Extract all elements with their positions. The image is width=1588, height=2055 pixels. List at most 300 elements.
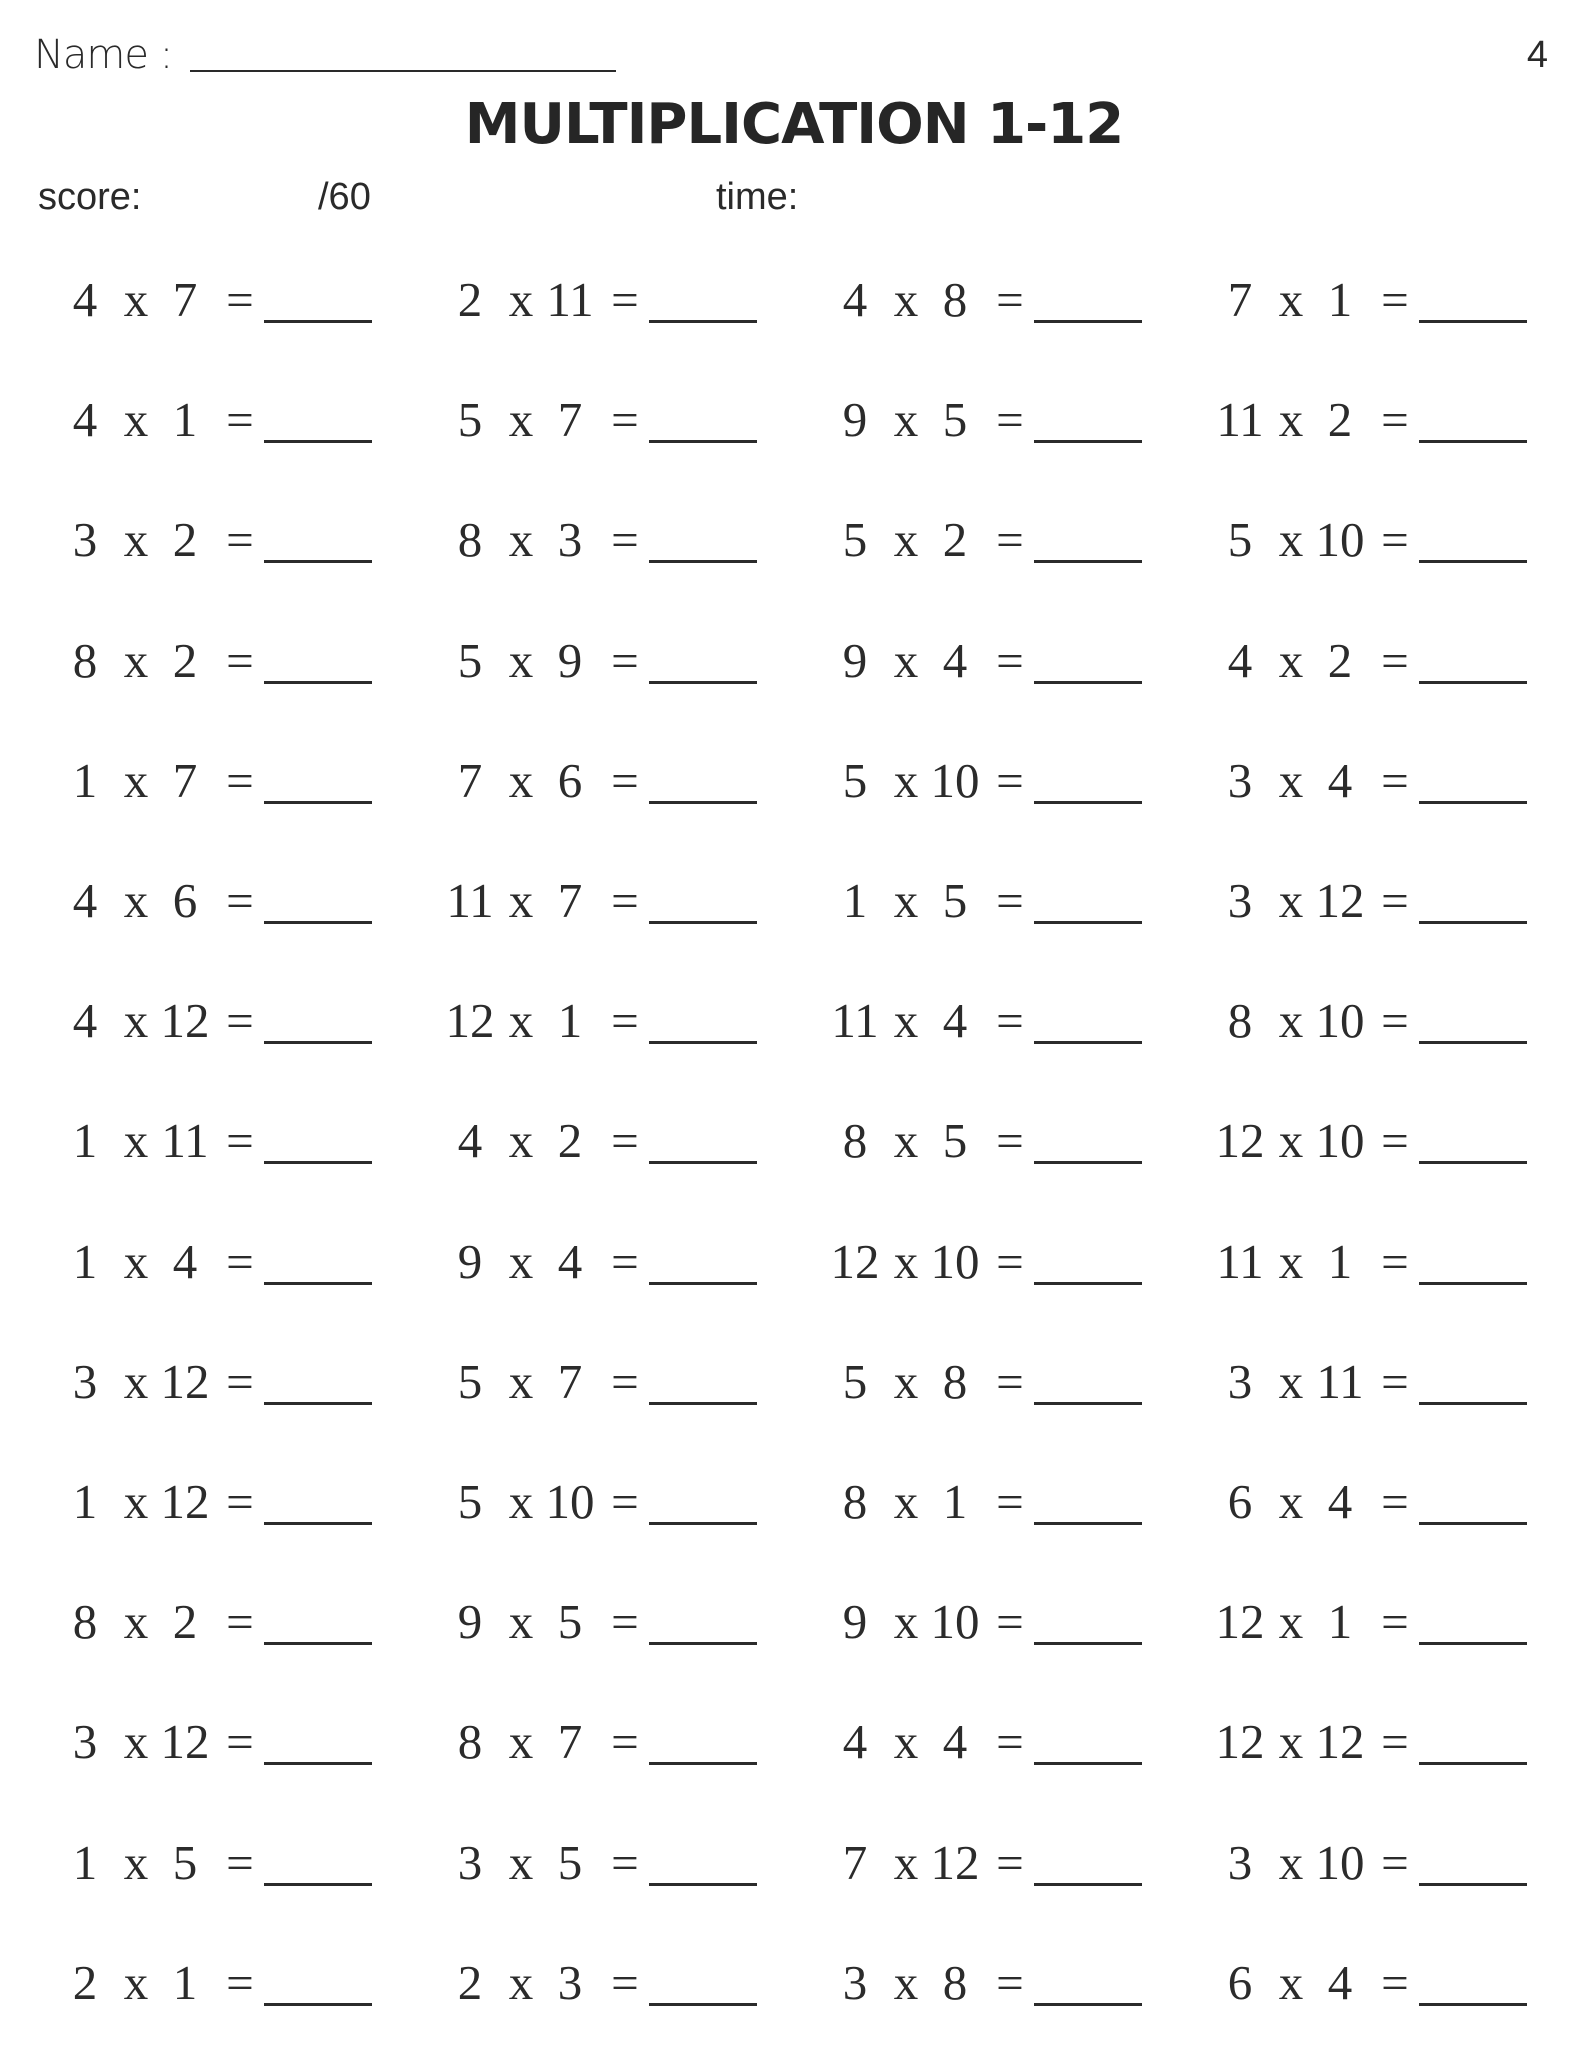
factor-1: 1 [842, 873, 868, 928]
times-sign: x [123, 1113, 149, 1168]
factor-1: 8 [842, 1113, 868, 1168]
factor-2: 1 [1327, 1594, 1353, 1649]
factor-2: 10 [1315, 1113, 1365, 1168]
multiplication-problem [1211, 270, 1588, 330]
answer-blank[interactable] [1419, 2003, 1527, 2006]
equals-sign: = [226, 1955, 254, 2010]
factor-1: 1 [72, 1234, 98, 1289]
multiplication-problem [1211, 1352, 1588, 1412]
factor-1: 3 [842, 1955, 868, 2010]
multiplication-problem [441, 751, 831, 811]
factor-1: 2 [457, 1955, 483, 2010]
multiplication-problem [441, 1712, 831, 1772]
answer-blank[interactable] [1419, 1161, 1527, 1164]
answer-blank[interactable] [1034, 681, 1142, 684]
times-sign: x [123, 272, 149, 327]
times-sign: x [508, 1113, 534, 1168]
equals-sign: = [611, 753, 639, 808]
answer-blank[interactable] [1034, 1041, 1142, 1044]
equals-sign: = [226, 1113, 254, 1168]
equals-sign: = [996, 512, 1024, 567]
multiplication-problem [826, 270, 1216, 330]
multiplication-problem [441, 1111, 831, 1171]
answer-blank[interactable] [649, 801, 757, 804]
multiplication-problem [56, 1472, 446, 1532]
factor-1: 7 [842, 1835, 868, 1890]
factor-1: 11 [831, 993, 879, 1048]
equals-sign: = [226, 392, 254, 447]
times-sign: x [508, 392, 534, 447]
factor-1: 8 [72, 1594, 98, 1649]
answer-blank[interactable] [264, 1041, 372, 1044]
factor-1: 4 [842, 1714, 868, 1769]
factor-2: 12 [160, 993, 210, 1048]
answer-blank[interactable] [1419, 1402, 1527, 1405]
multiplication-problem [826, 390, 1216, 450]
factor-1: 3 [72, 1354, 98, 1409]
factor-2: 11 [161, 1113, 209, 1168]
equals-sign: = [996, 1835, 1024, 1890]
times-sign: x [123, 1594, 149, 1649]
equals-sign: = [996, 1714, 1024, 1769]
times-sign: x [508, 272, 534, 327]
multiplication-problem [1211, 1232, 1588, 1292]
factor-2: 2 [557, 1113, 583, 1168]
equals-sign: = [1381, 1474, 1409, 1529]
equals-sign: = [611, 633, 639, 688]
factor-1: 6 [1227, 1955, 1253, 2010]
times-sign: x [123, 633, 149, 688]
multiplication-problem [826, 510, 1216, 570]
factor-1: 12 [830, 1234, 880, 1289]
equals-sign: = [1381, 392, 1409, 447]
factor-2: 6 [557, 753, 583, 808]
factor-1: 3 [1227, 873, 1253, 928]
answer-blank[interactable] [1419, 801, 1527, 804]
times-sign: x [893, 633, 919, 688]
times-sign: x [893, 1354, 919, 1409]
times-sign: x [893, 1234, 919, 1289]
score-label: score: [38, 176, 142, 218]
multiplication-problem [56, 510, 446, 570]
multiplication-problem [826, 1111, 1216, 1171]
factor-2: 7 [557, 392, 583, 447]
multiplication-problem [441, 1232, 831, 1292]
times-sign: x [893, 1474, 919, 1529]
factor-1: 5 [842, 1354, 868, 1409]
factor-2: 10 [930, 753, 980, 808]
factor-2: 3 [557, 512, 583, 567]
equals-sign: = [1381, 1955, 1409, 2010]
factor-1: 4 [72, 272, 98, 327]
answer-blank[interactable] [1034, 1642, 1142, 1645]
answer-blank[interactable] [649, 1642, 757, 1645]
answer-blank[interactable] [1034, 560, 1142, 563]
equals-sign: = [611, 1955, 639, 2010]
answer-blank[interactable] [649, 681, 757, 684]
times-sign: x [508, 1354, 534, 1409]
times-sign: x [123, 873, 149, 928]
answer-blank[interactable] [264, 560, 372, 563]
answer-blank[interactable] [1419, 921, 1527, 924]
factor-1: 5 [457, 1354, 483, 1409]
equals-sign: = [226, 272, 254, 327]
answer-blank[interactable] [1034, 1522, 1142, 1525]
answer-blank[interactable] [1034, 1883, 1142, 1886]
factor-2: 7 [557, 1354, 583, 1409]
factor-2: 2 [172, 633, 198, 688]
factor-1: 5 [842, 753, 868, 808]
equals-sign: = [1381, 753, 1409, 808]
equals-sign: = [996, 1234, 1024, 1289]
times-sign: x [123, 1354, 149, 1409]
factor-1: 4 [842, 272, 868, 327]
times-sign: x [893, 392, 919, 447]
equals-sign: = [996, 1594, 1024, 1649]
times-sign: x [1278, 993, 1304, 1048]
times-sign: x [893, 1714, 919, 1769]
answer-blank[interactable] [1034, 1762, 1142, 1765]
equals-sign: = [611, 1835, 639, 1890]
equals-sign: = [996, 1955, 1024, 2010]
multiplication-problem [441, 390, 831, 450]
factor-2: 10 [930, 1234, 980, 1289]
times-sign: x [123, 1474, 149, 1529]
answer-blank[interactable] [649, 1161, 757, 1164]
factor-1: 5 [457, 633, 483, 688]
times-sign: x [1278, 1354, 1304, 1409]
equals-sign: = [611, 1474, 639, 1529]
times-sign: x [893, 272, 919, 327]
factor-2: 9 [557, 633, 583, 688]
factor-1: 8 [1227, 993, 1253, 1048]
times-sign: x [1278, 873, 1304, 928]
answer-blank[interactable] [264, 1522, 372, 1525]
multiplication-problem [1211, 510, 1588, 570]
equals-sign: = [996, 1354, 1024, 1409]
multiplication-problem [441, 1352, 831, 1412]
answer-blank[interactable] [264, 2003, 372, 2006]
equals-sign: = [611, 272, 639, 327]
answer-blank[interactable] [649, 1522, 757, 1525]
factor-2: 7 [557, 1714, 583, 1769]
factor-1: 4 [72, 873, 98, 928]
factor-2: 12 [160, 1714, 210, 1769]
equals-sign: = [611, 1354, 639, 1409]
multiplication-problem [56, 751, 446, 811]
times-sign: x [508, 873, 534, 928]
times-sign: x [123, 1234, 149, 1289]
answer-blank[interactable] [1034, 801, 1142, 804]
factor-1: 4 [457, 1113, 483, 1168]
multiplication-problem [56, 1111, 446, 1171]
multiplication-problem [441, 1833, 831, 1893]
factor-1: 3 [1227, 1354, 1253, 1409]
answer-blank[interactable] [1034, 440, 1142, 443]
factor-2: 12 [160, 1354, 210, 1409]
factor-2: 11 [546, 272, 594, 327]
factor-2: 8 [942, 272, 968, 327]
factor-2: 10 [1315, 993, 1365, 1048]
equals-sign: = [226, 1835, 254, 1890]
factor-2: 12 [160, 1474, 210, 1529]
answer-blank[interactable] [1034, 1282, 1142, 1285]
multiplication-problem [56, 871, 446, 931]
factor-2: 1 [942, 1474, 968, 1529]
equals-sign: = [226, 1234, 254, 1289]
factor-1: 8 [72, 633, 98, 688]
answer-blank[interactable] [264, 681, 372, 684]
equals-sign: = [226, 633, 254, 688]
equals-sign: = [1381, 1354, 1409, 1409]
multiplication-problem [56, 1232, 446, 1292]
times-sign: x [893, 1835, 919, 1890]
factor-2: 12 [1315, 873, 1365, 928]
factor-1: 11 [446, 873, 494, 928]
factor-2: 2 [172, 512, 198, 567]
answer-blank[interactable] [1419, 1041, 1527, 1044]
answer-blank[interactable] [264, 1282, 372, 1285]
equals-sign: = [1381, 1835, 1409, 1890]
answer-blank[interactable] [649, 560, 757, 563]
factor-2: 1 [1327, 1234, 1353, 1289]
factor-1: 12 [1215, 1594, 1265, 1649]
answer-blank[interactable] [1419, 1762, 1527, 1765]
factor-1: 5 [457, 392, 483, 447]
answer-blank[interactable] [1419, 440, 1527, 443]
multiplication-problem [1211, 1472, 1588, 1532]
factor-2: 1 [557, 993, 583, 1048]
answer-blank[interactable] [1034, 1161, 1142, 1164]
answer-blank[interactable] [264, 1161, 372, 1164]
answer-blank[interactable] [1419, 320, 1527, 323]
times-sign: x [508, 993, 534, 1048]
multiplication-problem [1211, 1712, 1588, 1772]
answer-blank[interactable] [264, 440, 372, 443]
factor-2: 10 [1315, 1835, 1365, 1890]
multiplication-problem [441, 991, 831, 1051]
multiplication-problem [826, 1472, 1216, 1532]
equals-sign: = [611, 392, 639, 447]
answer-blank[interactable] [1419, 1522, 1527, 1525]
factor-2: 11 [1316, 1354, 1364, 1409]
times-sign: x [508, 1594, 534, 1649]
multiplication-problem [1211, 751, 1588, 811]
factor-1: 3 [1227, 1835, 1253, 1890]
times-sign: x [1278, 1474, 1304, 1529]
multiplication-problem [1211, 1833, 1588, 1893]
multiplication-problem [441, 871, 831, 931]
answer-blank[interactable] [649, 1762, 757, 1765]
answer-blank[interactable] [1419, 560, 1527, 563]
multiplication-problem [1211, 1592, 1588, 1652]
answer-blank[interactable] [1419, 1282, 1527, 1285]
factor-1: 1 [72, 1474, 98, 1529]
multiplication-problem [56, 1712, 446, 1772]
factor-2: 5 [942, 873, 968, 928]
times-sign: x [123, 392, 149, 447]
answer-blank[interactable] [1419, 681, 1527, 684]
answer-blank[interactable] [264, 1402, 372, 1405]
factor-1: 4 [72, 993, 98, 1048]
multiplication-problem [1211, 631, 1588, 691]
page-number: 4 [1526, 34, 1548, 76]
factor-2: 12 [1315, 1714, 1365, 1769]
equals-sign: = [226, 753, 254, 808]
factor-2: 2 [1327, 633, 1353, 688]
factor-1: 8 [842, 1474, 868, 1529]
factor-1: 12 [1215, 1113, 1265, 1168]
times-sign: x [508, 1474, 534, 1529]
equals-sign: = [996, 993, 1024, 1048]
multiplication-problem [56, 1953, 446, 2013]
times-sign: x [508, 1714, 534, 1769]
factor-2: 4 [1327, 753, 1353, 808]
equals-sign: = [1381, 873, 1409, 928]
times-sign: x [123, 1714, 149, 1769]
times-sign: x [123, 512, 149, 567]
equals-sign: = [611, 873, 639, 928]
factor-1: 11 [1216, 1234, 1264, 1289]
factor-1: 8 [457, 512, 483, 567]
multiplication-problem [56, 1352, 446, 1412]
factor-2: 7 [172, 753, 198, 808]
answer-blank[interactable] [264, 1642, 372, 1645]
multiplication-problem [1211, 1953, 1588, 2013]
factor-2: 4 [172, 1234, 198, 1289]
times-sign: x [123, 1955, 149, 2010]
equals-sign: = [1381, 633, 1409, 688]
factor-2: 4 [942, 1714, 968, 1769]
answer-blank[interactable] [1034, 2003, 1142, 2006]
factor-2: 5 [942, 392, 968, 447]
factor-2: 7 [557, 873, 583, 928]
factor-1: 3 [72, 1714, 98, 1769]
multiplication-problem [826, 1232, 1216, 1292]
equals-sign: = [226, 1354, 254, 1409]
multiplication-problem [56, 1833, 446, 1893]
equals-sign: = [611, 993, 639, 1048]
answer-blank[interactable] [649, 1402, 757, 1405]
factor-2: 10 [930, 1594, 980, 1649]
multiplication-problem [826, 1833, 1216, 1893]
multiplication-problem [826, 1592, 1216, 1652]
factor-1: 8 [457, 1714, 483, 1769]
answer-blank[interactable] [1034, 320, 1142, 323]
answer-blank[interactable] [264, 320, 372, 323]
equals-sign: = [996, 392, 1024, 447]
equals-sign: = [1381, 1714, 1409, 1769]
equals-sign: = [611, 1714, 639, 1769]
name-label: Name : [34, 32, 173, 78]
times-sign: x [1278, 272, 1304, 327]
multiplication-problem [826, 751, 1216, 811]
answer-blank[interactable] [1419, 1642, 1527, 1645]
factor-1: 2 [457, 272, 483, 327]
answer-blank[interactable] [649, 1282, 757, 1285]
answer-blank[interactable] [264, 801, 372, 804]
factor-2: 8 [942, 1955, 968, 2010]
factor-1: 5 [1227, 512, 1253, 567]
multiplication-problem [1211, 991, 1588, 1051]
times-sign: x [893, 993, 919, 1048]
equals-sign: = [1381, 1113, 1409, 1168]
factor-2: 10 [1315, 512, 1365, 567]
factor-2: 4 [1327, 1955, 1353, 2010]
multiplication-problem [56, 390, 446, 450]
answer-blank[interactable] [264, 1762, 372, 1765]
factor-1: 9 [842, 1594, 868, 1649]
equals-sign: = [1381, 993, 1409, 1048]
factor-1: 7 [1227, 272, 1253, 327]
factor-1: 11 [1216, 392, 1264, 447]
equals-sign: = [611, 1113, 639, 1168]
answer-blank[interactable] [649, 1883, 757, 1886]
equals-sign: = [996, 753, 1024, 808]
factor-1: 1 [72, 753, 98, 808]
multiplication-problem [826, 1953, 1216, 2013]
multiplication-problem [826, 1352, 1216, 1412]
times-sign: x [893, 1955, 919, 2010]
multiplication-problem [441, 1472, 831, 1532]
factor-1: 4 [72, 392, 98, 447]
answer-blank[interactable] [264, 1883, 372, 1886]
factor-2: 4 [942, 633, 968, 688]
factor-1: 9 [842, 392, 868, 447]
factor-2: 4 [942, 993, 968, 1048]
factor-2: 5 [557, 1835, 583, 1890]
factor-1: 6 [1227, 1474, 1253, 1529]
times-sign: x [508, 753, 534, 808]
equals-sign: = [1381, 272, 1409, 327]
factor-2: 2 [172, 1594, 198, 1649]
answer-blank[interactable] [649, 440, 757, 443]
times-sign: x [508, 1234, 534, 1289]
times-sign: x [1278, 1714, 1304, 1769]
factor-2: 1 [172, 1955, 198, 2010]
equals-sign: = [996, 873, 1024, 928]
factor-2: 4 [557, 1234, 583, 1289]
factor-1: 12 [445, 993, 495, 1048]
multiplication-problem [826, 991, 1216, 1051]
multiplication-problem [56, 631, 446, 691]
answer-blank[interactable] [1034, 921, 1142, 924]
times-sign: x [508, 512, 534, 567]
factor-1: 3 [72, 512, 98, 567]
times-sign: x [1278, 1955, 1304, 2010]
times-sign: x [1278, 1594, 1304, 1649]
factor-1: 5 [842, 512, 868, 567]
multiplication-problem [441, 1592, 831, 1652]
factor-2: 10 [545, 1474, 595, 1529]
multiplication-problem [826, 871, 1216, 931]
answer-blank[interactable] [264, 921, 372, 924]
answer-blank[interactable] [649, 921, 757, 924]
answer-blank[interactable] [649, 320, 757, 323]
multiplication-problem [56, 1592, 446, 1652]
multiplication-problem [1211, 1111, 1588, 1171]
answer-blank[interactable] [1034, 1402, 1142, 1405]
equals-sign: = [226, 873, 254, 928]
times-sign: x [1278, 1113, 1304, 1168]
multiplication-problem [441, 510, 831, 570]
factor-2: 4 [1327, 1474, 1353, 1529]
answer-blank[interactable] [649, 1041, 757, 1044]
answer-blank[interactable] [1419, 1883, 1527, 1886]
times-sign: x [1278, 1234, 1304, 1289]
factor-2: 1 [172, 392, 198, 447]
answer-blank[interactable] [649, 2003, 757, 2006]
